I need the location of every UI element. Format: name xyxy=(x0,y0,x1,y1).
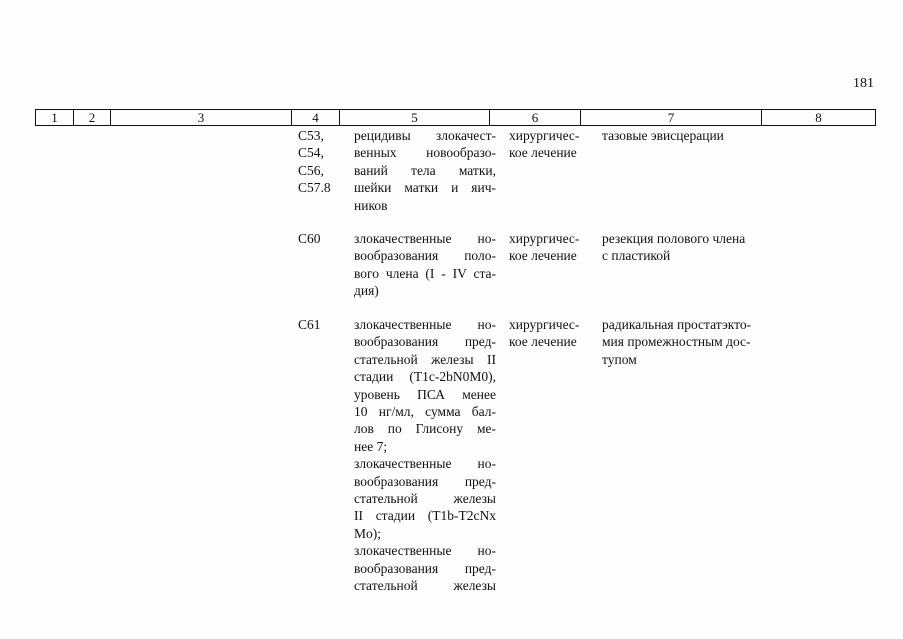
diagnosis-line: стательной железы II xyxy=(354,351,496,367)
row-3-treatment xyxy=(509,316,591,351)
code-line: С56, xyxy=(298,162,324,178)
diagnosis-line: злокачественные но- xyxy=(354,231,496,246)
code-line: С54, xyxy=(298,145,324,161)
treatment-line: кое лечение xyxy=(509,145,577,161)
column-number-6: 6 xyxy=(490,110,581,126)
column-number-2: 2 xyxy=(74,110,111,126)
row-3-codes xyxy=(298,316,346,333)
row-2-diagnosis xyxy=(354,230,496,300)
diagnosis-line: стадии (T1c-2bN0M0), xyxy=(354,369,496,385)
column-number-5: 5 xyxy=(340,110,490,126)
code-line: С60 xyxy=(298,231,321,246)
diagnosis-line: ваний тела матки, xyxy=(354,162,496,178)
row-1-codes xyxy=(298,127,346,197)
diagnosis-line: злокачественные но- xyxy=(354,543,496,559)
diagnosis-line: вообразования поло- xyxy=(354,248,496,264)
row-2-codes xyxy=(298,230,346,247)
diagnosis-line: венных новообразо- xyxy=(354,145,496,161)
treatment-line: хирургичес- xyxy=(509,231,580,246)
diagnosis-line: рецидивы злокачест- xyxy=(354,128,496,143)
treatment-line: кое лечение xyxy=(509,248,577,264)
method-line: резекция полового члена xyxy=(602,231,746,246)
row-1-method xyxy=(602,127,777,144)
code-line: С53, xyxy=(298,128,324,143)
diagnosis-line: II стадии (T1b-T2cNx xyxy=(354,508,496,524)
diagnosis-line: злокачественные но- xyxy=(354,456,496,472)
diagnosis-line: вообразования пред- xyxy=(354,560,496,576)
method-line: тупом xyxy=(602,351,637,367)
method-line: мия промежностным дос- xyxy=(602,334,751,350)
row-3-method xyxy=(602,316,777,368)
treatment-line: хирургичес- xyxy=(509,317,580,332)
method-line: радикальная простатэкто- xyxy=(602,317,752,332)
row-1-diagnosis xyxy=(354,127,496,214)
diagnosis-line: шейки матки и яич- xyxy=(354,180,496,196)
row-2-method xyxy=(602,230,777,265)
row-2-treatment xyxy=(509,230,591,265)
column-number-8: 8 xyxy=(762,110,876,126)
treatment-line: кое лечение xyxy=(509,334,577,350)
treatment-line: хирургичес- xyxy=(509,128,580,143)
diagnosis-line: 10 нг/мл, сумма бал- xyxy=(354,404,496,420)
header-row xyxy=(36,110,876,126)
column-number-header xyxy=(35,109,876,126)
diagnosis-line: стательной железы xyxy=(354,491,496,507)
diagnosis-line: дия) xyxy=(354,283,379,299)
diagnosis-line: злокачественные но- xyxy=(354,317,496,332)
diagnosis-line: вообразования пред- xyxy=(354,334,496,350)
diagnosis-line: уровень ПСА менее xyxy=(354,386,496,402)
diagnosis-line: вого члена (I - IV ста- xyxy=(354,265,496,281)
column-number-1: 1 xyxy=(36,110,74,126)
column-number-4: 4 xyxy=(292,110,340,126)
page-number: 181 xyxy=(853,76,874,91)
diagnosis-line: лов по Глисону ме- xyxy=(354,421,496,437)
diagnosis-line: нее 7; xyxy=(354,438,388,454)
method-line: с пластикой xyxy=(602,248,671,264)
column-number-3: 3 xyxy=(111,110,292,126)
column-number-7: 7 xyxy=(581,110,762,126)
diagnosis-line: ников xyxy=(354,197,388,213)
code-line: С61 xyxy=(298,317,321,332)
diagnosis-line: стательной железы xyxy=(354,578,496,594)
method-line: тазовые эвисцерации xyxy=(602,128,724,143)
row-3-diagnosis xyxy=(354,316,496,595)
diagnosis-line: Mo); xyxy=(354,525,381,541)
code-line: С57.8 xyxy=(298,180,331,196)
diagnosis-line: вообразования пред- xyxy=(354,473,496,489)
row-1-treatment xyxy=(509,127,591,162)
